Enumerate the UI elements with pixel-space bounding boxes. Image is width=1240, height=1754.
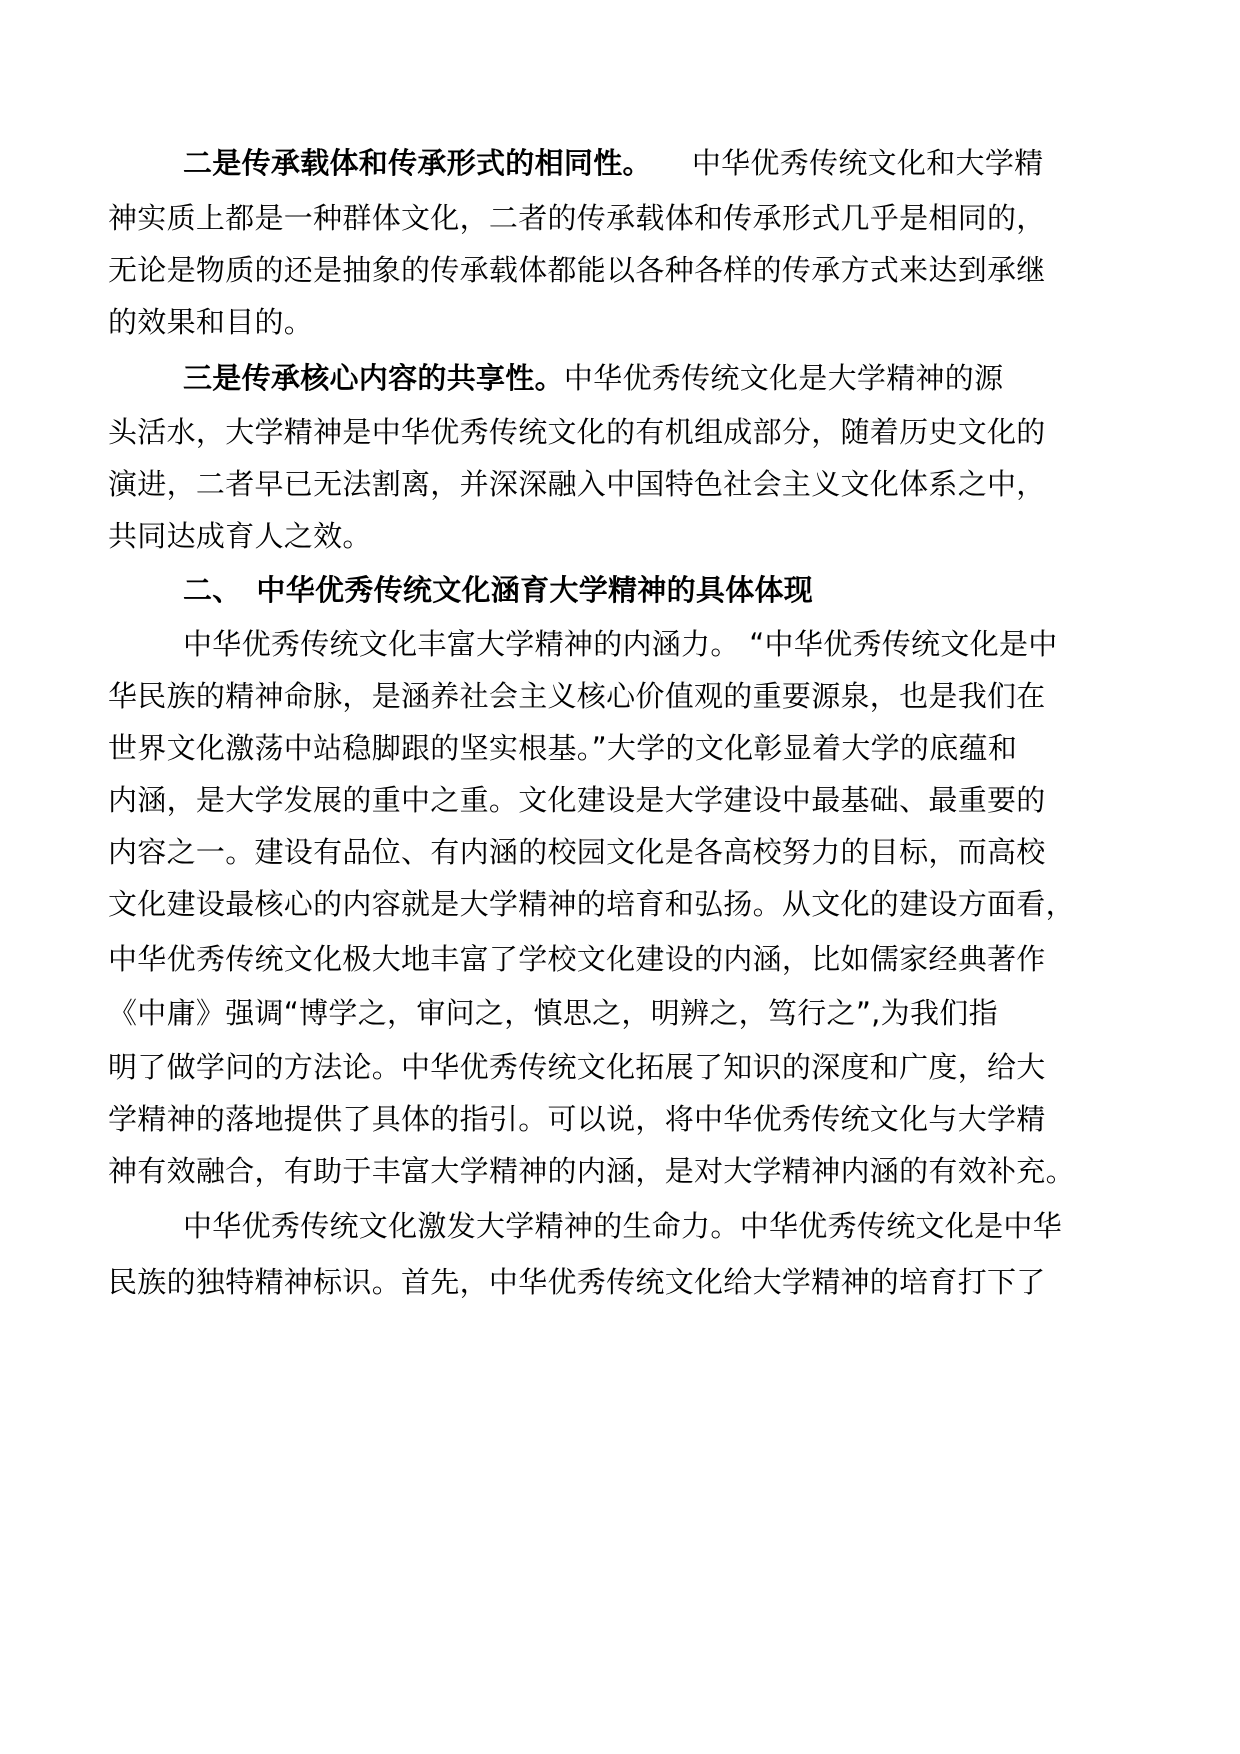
- paragraph-2-lead: 三是传承核心内容的共享性。: [183, 361, 564, 395]
- paragraph-4-line-2: 民族的独特精神标识。首先，中华优秀传统文化给大学精神的培育打下了: [108, 1265, 1046, 1299]
- paragraph-2-line-3: 演进，二者早已无法割离，并深深融入中国特色社会主义文化体系之中，: [108, 467, 1046, 501]
- paragraph-3-line-4: 内涵，是大学发展的重中之重。文化建设是大学建设中最基础、最重要的: [108, 783, 1046, 817]
- section-heading: 二、 中华优秀传统文化涵育大学精神的具体体现: [183, 573, 814, 607]
- paragraph-4-line-1: 中华优秀传统文化激发大学精神的生命力。中华优秀传统文化是中华: [183, 1209, 1063, 1243]
- paragraph-3-line-2: 华民族的精神命脉，是涵养社会主义核心价值观的重要源泉，也是我们在: [108, 679, 1046, 713]
- paragraph-3-line-7: 中华优秀传统文化极大地丰富了学校文化建设的内涵，比如儒家经典著作: [108, 942, 1046, 976]
- paragraph-1-line-1: [183, 143, 1043, 183]
- paragraph-3-line-5: 内容之一。建设有品位、有内涵的校园文化是各高校努力的目标，而高校: [108, 835, 1046, 869]
- paragraph-3-line-6: 文化建设最核心的内容就是大学精神的培育和弘扬。从文化的建设方面看，: [108, 887, 1075, 921]
- paragraph-1-line-4: 的效果和目的。: [108, 305, 314, 339]
- paragraph-1-line-2: 神实质上都是一种群体文化，二者的传承载体和传承形式几乎是相同的，: [108, 201, 1046, 235]
- paragraph-3-line-3: 世界文化激荡中站稳脚跟的坚实根基。”大学的文化彰显着大学的底蕴和: [108, 731, 1018, 765]
- paragraph-1-text: 中华优秀传统文化和大学精: [691, 146, 1044, 180]
- paragraph-2-text: 中华优秀传统文化是大学精神的源: [563, 361, 1004, 395]
- paragraph-2-line-4: 共同达成育人之效。: [108, 519, 372, 553]
- paragraph-3-line-10: 学精神的落地提供了具体的指引。可以说，将中华优秀传统文化与大学精: [108, 1102, 1046, 1136]
- paragraph-3-line-9: 明了做学问的方法论。中华优秀传统文化拓展了知识的深度和广度，给大: [108, 1050, 1046, 1084]
- paragraph-2-line-1: [183, 358, 1003, 398]
- paragraph-1-line-3: 无论是物质的还是抽象的传承载体都能以各种各样的传承方式来达到承继: [108, 253, 1046, 287]
- paragraph-3-line-1: 中华优秀传统文化丰富大学精神的内涵力。 “中华优秀传统文化是中: [183, 627, 1058, 661]
- paragraph-2-line-2: 头活水，大学精神是中华优秀传统文化的有机组成部分，随着历史文化的: [108, 415, 1046, 449]
- paragraph-1-lead: 二是传承载体和传承形式的相同性。: [183, 146, 652, 180]
- paragraph-3-line-8: 《中庸》强调“博学之，审问之，慎思之，明辨之，笃行之”,为我们指: [108, 996, 998, 1030]
- paragraph-3-line-11: 神有效融合，有助于丰富大学精神的内涵，是对大学精神内涵的有效补充。: [108, 1154, 1075, 1188]
